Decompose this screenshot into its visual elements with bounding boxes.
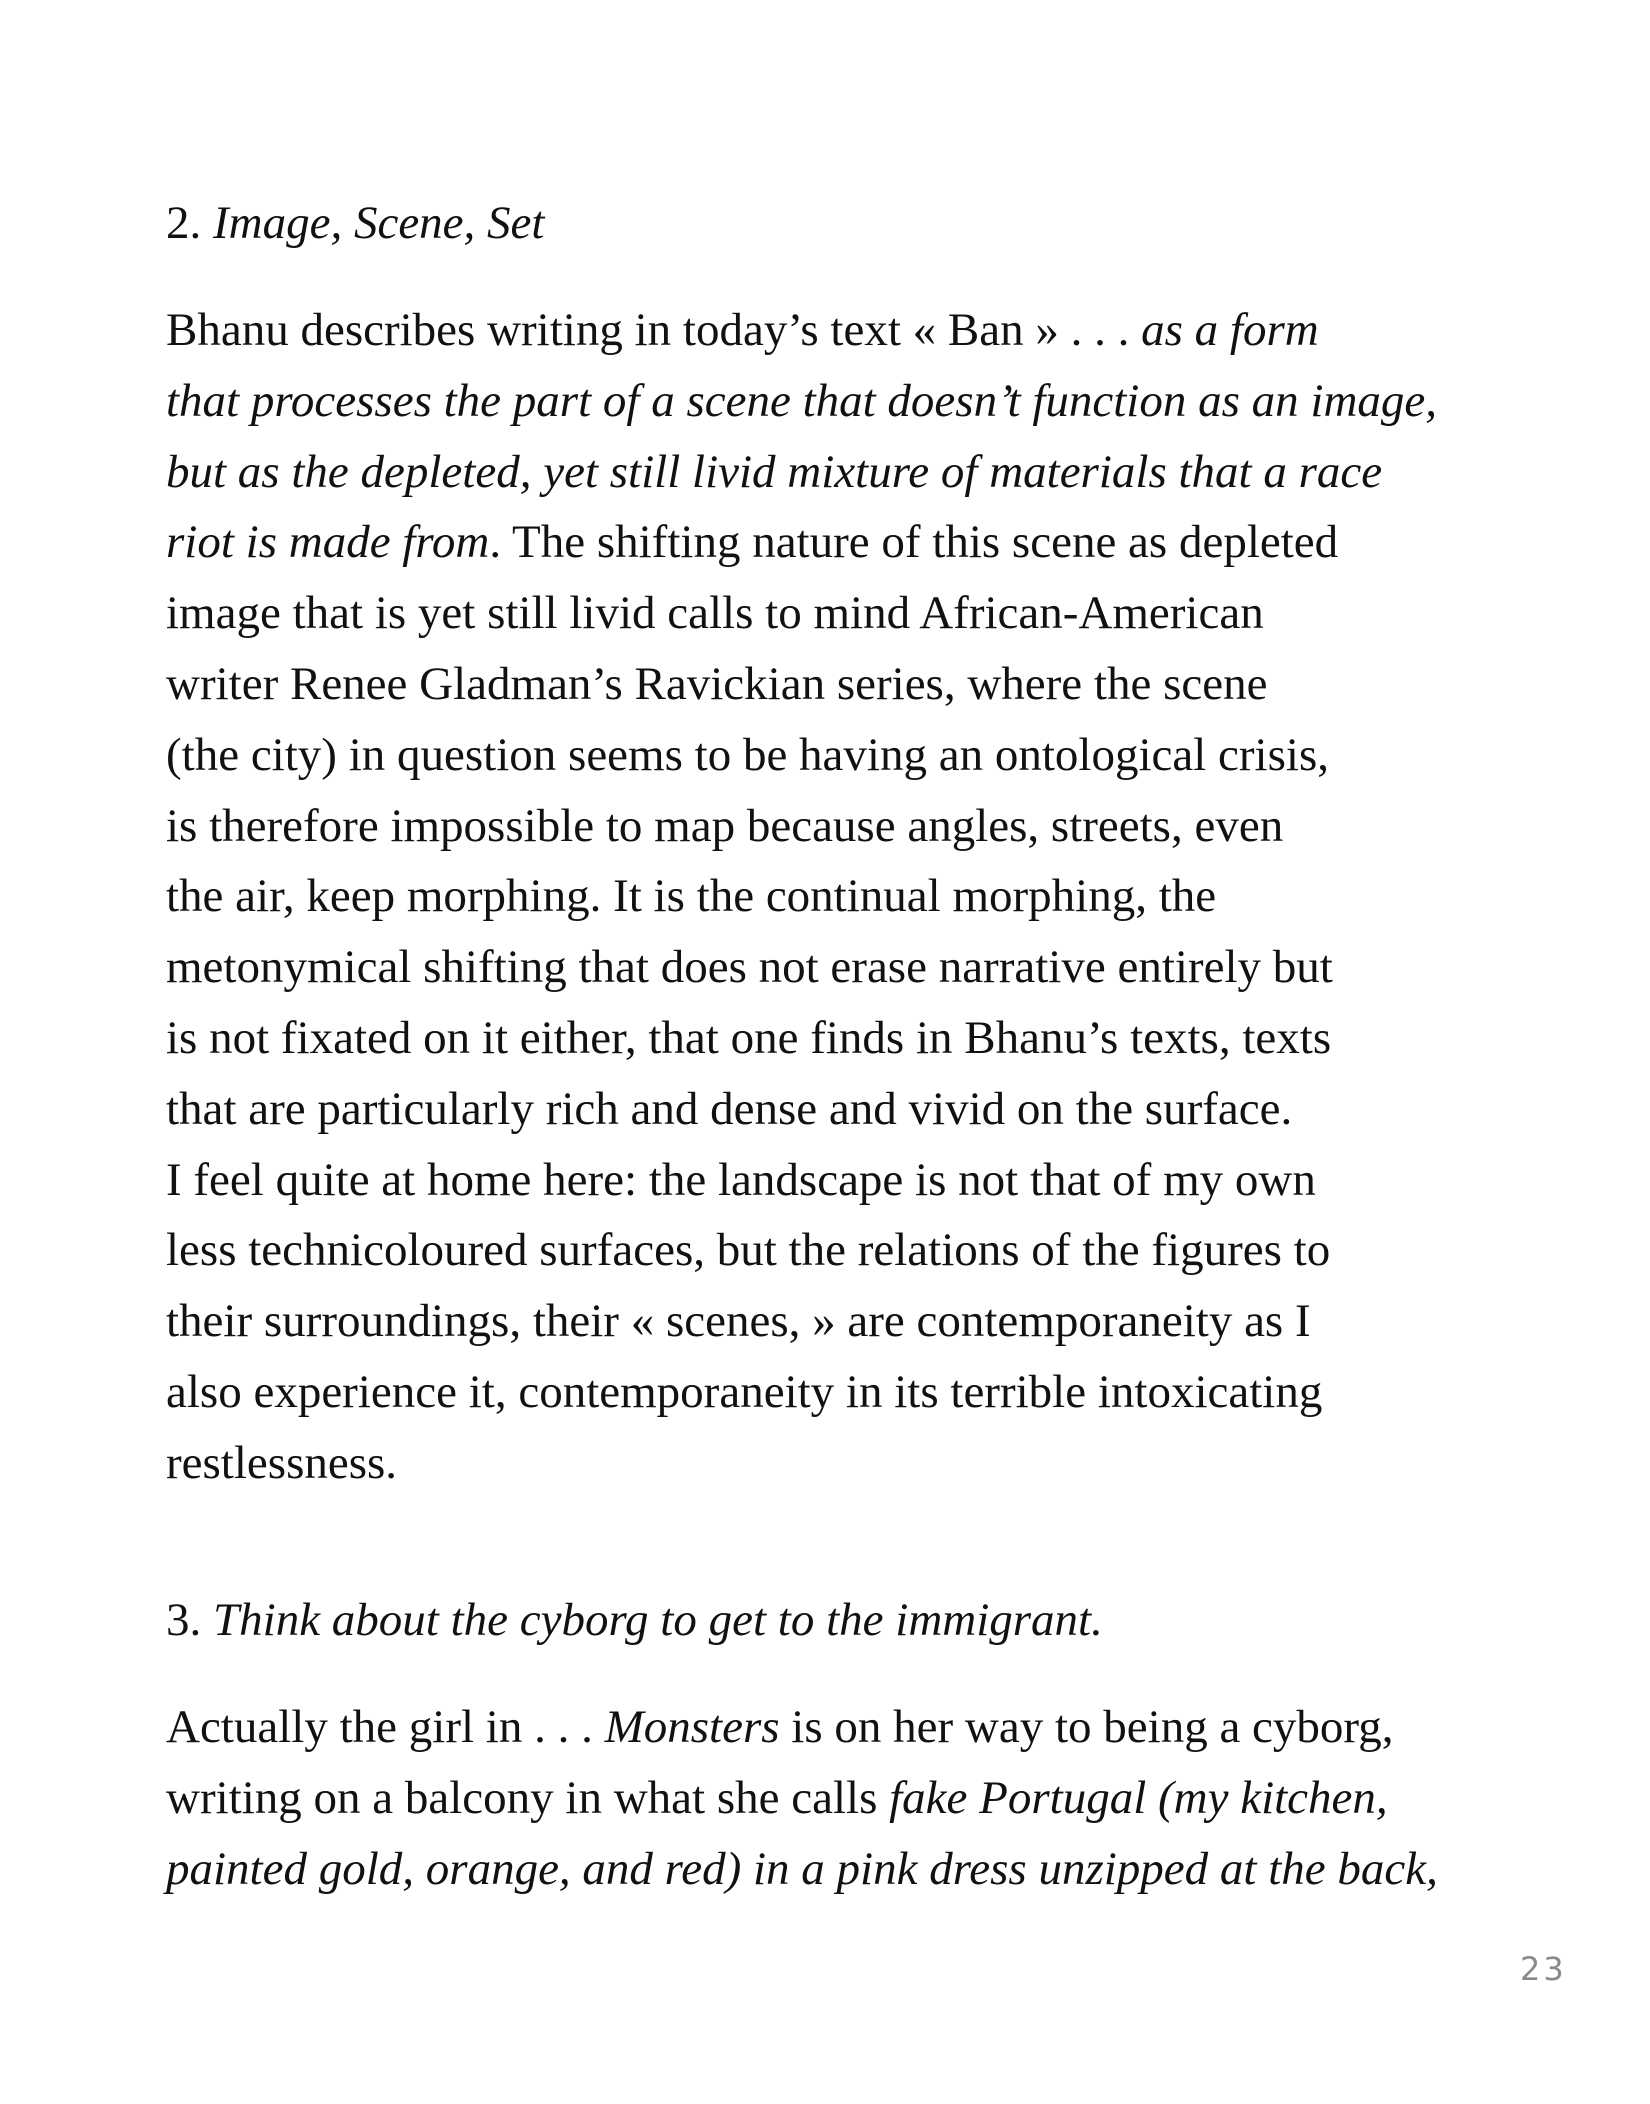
section-2-heading <box>166 193 544 253</box>
text-segment: is not fixated on it either, that one finds in Bhanu’s texts, texts <box>166 1012 1332 1064</box>
text-line <box>166 1697 1393 1757</box>
text-line <box>166 1079 1292 1139</box>
text-segment: Actually the girl in . . . <box>166 1701 605 1753</box>
text-segment: is therefore impossible to map because angles, streets, even <box>166 799 1284 852</box>
italic-text: painted gold, orange, and red) in a pink dress unzipped at the back, <box>166 1842 1438 1895</box>
italic-text: but as the depleted, yet still livid mixture of materials that a race <box>166 445 1383 498</box>
italic-text: that processes the part of a scene that doesn’t function as an image, <box>166 374 1438 427</box>
text-line <box>166 1362 1322 1422</box>
text-line <box>166 1150 1316 1210</box>
italic-text: as a form <box>1141 304 1319 356</box>
text-segment: restlessness. <box>166 1436 398 1489</box>
text-line <box>166 654 1267 714</box>
text-segment: . The shifting nature of this scene as depleted <box>489 516 1339 569</box>
text-line <box>166 512 1338 572</box>
text-line <box>166 1008 1331 1068</box>
section-3-title: Think about the cyborg to get to the immigrant. <box>213 1594 1103 1646</box>
text-line <box>166 796 1283 856</box>
text-segment: image that is yet still livid calls to mind African-American <box>166 587 1264 640</box>
text-line <box>166 1291 1311 1351</box>
text-segment: less technicoloured surfaces, but the relations of the figures to <box>166 1224 1331 1277</box>
text-segment: the air, keep morphing. It is the continual morphing, the <box>166 870 1217 923</box>
text-segment: writer Renee Gladman’s Ravickian series, where the scene <box>166 658 1268 710</box>
text-line <box>166 1433 397 1493</box>
text-line <box>166 371 1437 431</box>
text-segment: is on her way to being a cyborg, <box>779 1701 1394 1753</box>
text-line <box>166 1839 1438 1899</box>
text-line <box>166 725 1329 785</box>
page-number: 23 <box>1520 1950 1567 1988</box>
text-segment: writing on a balcony in what she calls <box>166 1771 890 1824</box>
text-segment: Bhanu describes writing in today’s text « Ban » . . . <box>166 304 1142 356</box>
italic-text: riot is made from <box>166 516 490 569</box>
section-3-heading <box>166 1590 1103 1650</box>
text-segment: I feel quite at home here: the landscape is not that of my own <box>166 1153 1316 1206</box>
text-line <box>166 866 1216 926</box>
text-segment: that are particularly rich and dense and vivid on the surface. <box>166 1082 1293 1135</box>
italic-text: Monsters <box>604 1701 780 1753</box>
text-line <box>166 583 1264 643</box>
text-segment: their surroundings, their « scenes, » are contemporaneity as I <box>166 1295 1311 1348</box>
text-line <box>166 1768 1388 1828</box>
text-segment: also experience it, contemporaneity in its terrible intoxicating <box>166 1366 1323 1418</box>
italic-text: fake Portugal (my kitchen, <box>889 1771 1388 1824</box>
text-line <box>166 937 1333 997</box>
text-line <box>166 442 1382 502</box>
section-3-number: 3. <box>166 1594 202 1646</box>
text-line <box>166 300 1319 360</box>
section-2-number: 2. <box>166 197 202 249</box>
section-2-title: Image, Scene, Set <box>213 197 545 249</box>
text-line <box>166 1220 1330 1280</box>
text-segment: (the city) in question seems to be having an ontological crisis, <box>166 728 1329 781</box>
text-segment: metonymical shifting that does not erase narrative entirely but <box>166 941 1333 994</box>
